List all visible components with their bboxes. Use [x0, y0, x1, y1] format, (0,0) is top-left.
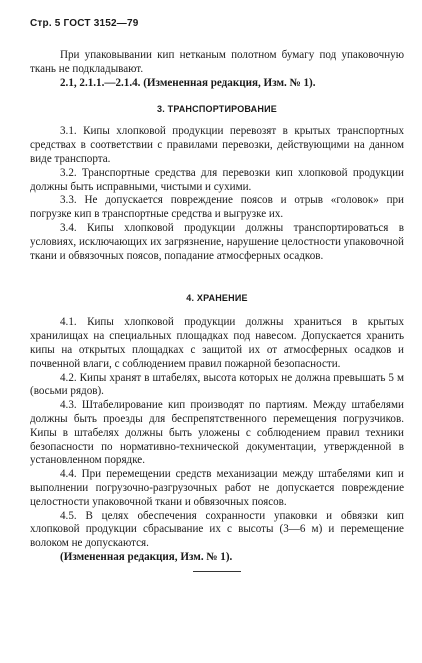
paragraph-4-5: 4.5. В целях обеспечения сохранности упаковки и обвязки кип хлопковой продукции сбрасывание их с высоты (3—6 м) и перемещение волоком не допускаются. [30, 509, 404, 550]
section-4-revision-note: (Измененная редакция, Изм. № 1). [60, 550, 233, 563]
paragraph-3-4: 3.4. Кипы хлопковой продукции должны транспортироваться в условиях, исключающих их загрязнение, нарушение целостности упаковочной ткани и обвязочных поясов, попадание атмосферных осадков. [30, 221, 404, 262]
intro-revision-note: 2.1, 2.1.1.—2.1.4. (Измененная редакция, Изм. № 1). [60, 76, 316, 89]
page-header: Стр. 5 ГОСТ 3152—79 [30, 18, 139, 29]
end-separator-line [193, 571, 241, 572]
paragraph-4-1: 4.1. Кипы хлопковой продукции должны храниться в крытых хранилищах на специальных площадках под навесом. Допускается хранить кипы на открытых площадках с защитой их от атмосферных осадков и почвенной влаги, с соблюдением правил пожарной безопасности. [30, 316, 404, 370]
section-4-title: 4. ХРАНЕНИЕ [186, 293, 248, 304]
paragraph-3-2: 3.2. Транспортные средства для перевозки кип хлопковой продукции должны быть исправными, чистыми и сухими. [30, 166, 404, 193]
paragraph-4-3: 4.3. Штабелирование кип производят по партиям. Между штабелями должны быть проезды для беспрепятственного перемещения погрузчиков. Кипы в штабелях должны быть уложены с соблюдением правил техники безопасности по нормативно-технической документации, утвержденной в установленном порядке. [30, 399, 404, 467]
paragraph-4-4: 4.4. При перемещении средств механизации между штабелями кип и выполнении погрузочно-разгрузочных работ не допускается повреждение целостности упаковочной ткани и обвязочных поясов. [30, 468, 404, 508]
section-3-title: 3. ТРАНСПОРТИРОВАНИЕ [157, 104, 277, 115]
intro-paragraph: При упаковывании кип нетканым полотном бумагу под упаковочную ткань не подкладывают. [30, 49, 404, 75]
paragraph-4-2: 4.2. Кипы хранят в штабелях, высота которых не должна превышать 5 м (восьми рядов). [30, 371, 404, 398]
paragraph-3-1: 3.1. Кипы хлопковой продукции перевозят в крытых транспортных средствах в соответствии с правилами перевозки, действующими на данном виде транспорта. [30, 125, 404, 165]
paragraph-3-3: 3.3. Не допускается повреждение поясов и отрыв «головок» при погрузке кип в транспортные средства и выгрузке их. [30, 194, 404, 221]
